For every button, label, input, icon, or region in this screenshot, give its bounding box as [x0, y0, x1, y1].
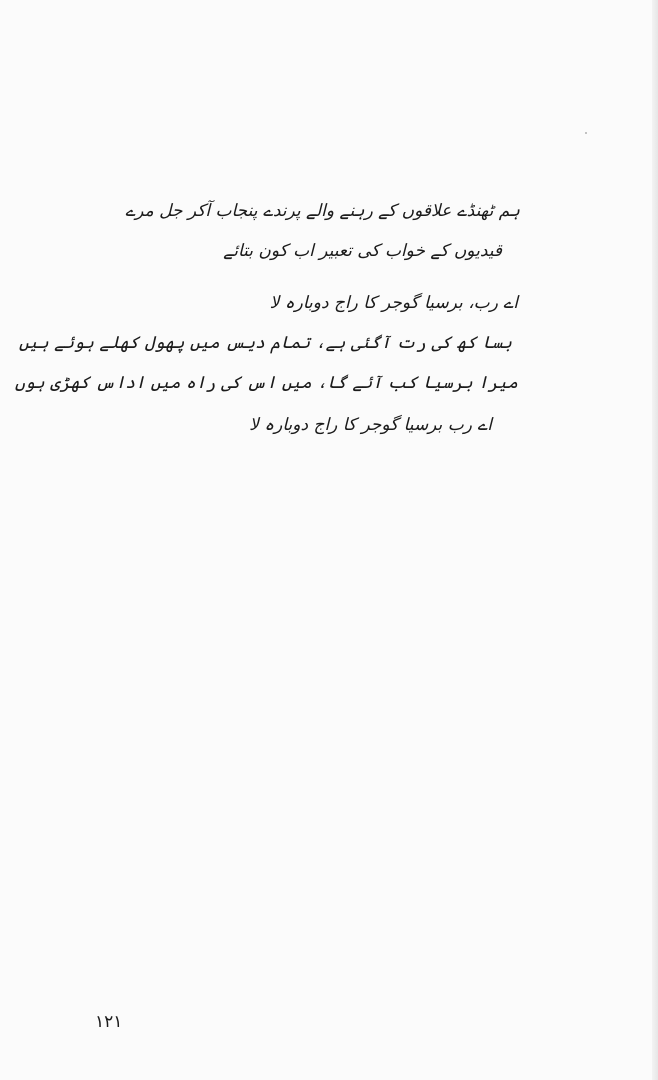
- verse-line-2: قیدیوں کے خواب کی تعبیر اب کون بتائے: [223, 241, 502, 261]
- page-number: ۱۲۱: [95, 1012, 123, 1032]
- verse-line-5: میرا برسیا کب آئے گا، میں اس کی راہ میں اداس کھڑی ہوں: [14, 373, 518, 393]
- verse-line-1: ہم ٹھنڈے علاقوں کے رہنے والے پرندے پنجاب آکر جل مرے: [125, 201, 520, 221]
- verse-line-6: اے رب برسیا گوجر کا راج دوبارہ لا: [249, 415, 492, 435]
- verse-line-3: اے رب، برسیا گوجر کا راج دوبارہ لا: [269, 293, 518, 313]
- paper-speck: [585, 132, 587, 134]
- page-edge-shadow: [652, 0, 658, 1080]
- verse-line-4: بسا کھ کی رت آگئی ہے، تمام دیس میں پھول کھلے ہوئے ہیں: [18, 333, 512, 353]
